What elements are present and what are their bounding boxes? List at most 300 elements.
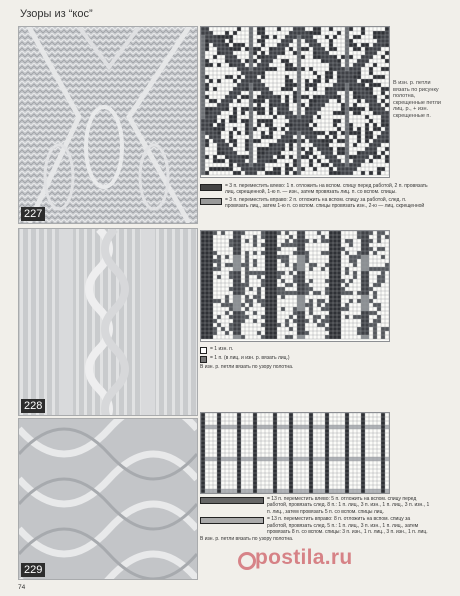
chart-cell [289,127,293,131]
chart-cell [261,51,265,55]
chart-cell [265,247,269,251]
legend-item [200,364,430,370]
chart-cell [257,147,261,151]
chart-cell [265,171,269,175]
chart-cell [229,155,233,159]
chart-cell [309,453,313,457]
legend-text: В изн. р. петли вязать по узору полотна. [200,536,294,543]
chart-cell [245,171,249,175]
chart-cell [297,43,301,47]
chart-cell [357,107,361,111]
chart-cell [237,67,241,71]
chart-cell [325,413,329,417]
chart-cell [381,279,385,283]
chart-cell [345,103,349,107]
chart-cell [269,287,273,291]
chart-cell [293,115,297,119]
chart-cell [369,71,373,75]
chart-cell [237,485,241,489]
chart-cell [265,303,269,307]
chart-cell [297,91,301,95]
chart-cell [337,111,341,115]
chart-cell [321,425,325,429]
chart-cell [221,35,225,39]
chart-cell [333,83,337,87]
chart-cell [205,39,209,43]
legend-text: = 13 п. переместить вправо: 8 п. отложить на вспом. спицу за работой, провязать след. 5 п.: 1 п. лиц., 3 п. изн., 1 п. лиц., затем провязать 8 п. со вспом. спицы: 3 п. изн., 1 п. лиц., 3 п. изн., 1 п. лиц. [267,516,428,536]
chart-cell [289,465,293,469]
chart-cell [337,83,341,87]
chart-cell [333,87,337,91]
chart-cell [217,485,221,489]
chart-cell [353,47,357,51]
chart-cell [345,473,349,477]
chart-cell [265,319,269,323]
chart-cell [229,323,233,327]
chart-cell [229,95,233,99]
chart-cell [277,111,281,115]
chart-cell [289,413,293,417]
chart-cell [313,457,317,461]
chart-cell [297,167,301,171]
chart-cell [309,307,313,311]
chart-cell [353,167,357,171]
chart-cell [349,239,353,243]
chart-cell [265,95,269,99]
chart-cell [361,79,365,83]
chart-cell [209,323,213,327]
chart-cell [297,279,301,283]
chart-cell [293,83,297,87]
chart-cell [241,283,245,287]
chart-cell [289,39,293,43]
chart-cell [385,489,389,493]
chart-cell [333,67,337,71]
chart-cell [233,151,237,155]
chart-cell [293,51,297,55]
chart-cell [201,417,205,421]
chart-cell [229,425,233,429]
chart-cell [385,267,389,271]
chart-cell [381,107,385,111]
chart-cell [317,139,321,143]
chart-cell [345,445,349,449]
chart-cell [329,251,333,255]
chart-cell [297,239,301,243]
chart-cell [225,95,229,99]
chart-cell [237,75,241,79]
chart-cell [365,307,369,311]
chart-cell [365,489,369,493]
chart-cell [221,119,225,123]
chart-cell [273,413,277,417]
chart-cell [269,279,273,283]
chart-cell [265,315,269,319]
chart-cell [253,445,257,449]
chart-cell [325,287,329,291]
chart-cell [365,271,369,275]
chart-cell [253,453,257,457]
chart-cell [229,51,233,55]
chart-cell [245,283,249,287]
chart-cell [297,291,301,295]
chart-cell [377,39,381,43]
chart-cell [273,255,277,259]
chart-cell [209,307,213,311]
chart-cell [221,107,225,111]
chart-cell [337,327,341,331]
chart-cell [373,51,377,55]
chart-cell [309,429,313,433]
chart-cell [289,453,293,457]
chart-cell [349,43,353,47]
chart-cell [285,255,289,259]
chart-cell [229,315,233,319]
chart-cell [237,287,241,291]
chart-cell [209,135,213,139]
chart-cell [369,67,373,71]
chart-cell [261,163,265,167]
chart-cell [249,127,253,131]
knitting-chart-grid [201,231,389,341]
chart-cell [381,417,385,421]
chart-cell [357,151,361,155]
chart-cell [209,295,213,299]
chart-cell [337,31,341,35]
chart-cell [249,425,253,429]
chart-cell [297,35,301,39]
chart-cell [361,31,365,35]
chart-cell [305,489,309,493]
chart-cell [205,127,209,131]
chart-cell [205,59,209,63]
chart-cell [361,323,365,327]
chart-cell [345,27,349,31]
chart-cell [237,271,241,275]
chart-cell [365,251,369,255]
chart-cell [361,235,365,239]
chart-cell [213,299,217,303]
chart-cell [285,99,289,103]
chart-cell [285,123,289,127]
chart-cell [205,315,209,319]
chart-cell [233,235,237,239]
chart-cell [237,87,241,91]
chart-cell [309,147,313,151]
knitting-chart-grid [201,413,389,493]
chart-cell [325,319,329,323]
chart-cell [325,303,329,307]
chart-cell [361,445,365,449]
chart-cell [241,303,245,307]
chart-cell [305,303,309,307]
chart-cell [361,55,365,59]
chart-cell [337,139,341,143]
legend-item [200,197,430,210]
chart-cell [261,335,265,339]
chart-cell [289,481,293,485]
chart-cell [285,79,289,83]
chart-cell [205,327,209,331]
chart-cell [261,457,265,461]
chart-cell [333,63,337,67]
chart-cell [273,331,277,335]
chart-cell [281,155,285,159]
chart-cell [361,453,365,457]
chart-cell [217,131,221,135]
chart-cell [201,67,205,71]
chart-cell [209,271,213,275]
chart-cell [241,425,245,429]
chart-cell [297,115,301,119]
chart-cell [373,327,377,331]
chart-cell [209,489,213,493]
chart-cell [361,247,365,251]
chart-cell [205,271,209,275]
chart-cell [369,79,373,83]
chart-cell [317,457,321,461]
chart-cell [345,485,349,489]
chart-cell [333,255,337,259]
chart-cell [285,95,289,99]
chart-cell [381,43,385,47]
chart-cell [345,131,349,135]
chart-cell [341,425,345,429]
chart-cell [265,135,269,139]
chart-cell [257,295,261,299]
chart-cell [337,239,341,243]
chart-cell [217,47,221,51]
chart-cell [233,155,237,159]
chart-cell [273,319,277,323]
chart-cell [373,83,377,87]
chart-cell [329,319,333,323]
chart-cell [293,31,297,35]
chart-cell [229,307,233,311]
chart-cell [261,91,265,95]
chart-cell [209,239,213,243]
chart-cell [365,275,369,279]
chart-cell [201,477,205,481]
chart-cell [245,299,249,303]
chart-cell [201,425,205,429]
chart-cell [337,247,341,251]
chart-cell [293,95,297,99]
chart-cell [209,79,213,83]
chart-cell [305,331,309,335]
chart-cell [377,425,381,429]
knit-sample-228-image [19,229,197,415]
chart-cell [349,127,353,131]
chart-cell [229,135,233,139]
chart-cell [333,251,337,255]
chart-cell [205,291,209,295]
chart-cell [309,135,313,139]
chart-cell [317,291,321,295]
chart-cell [293,267,297,271]
chart-cell [237,243,241,247]
chart-cell [269,283,273,287]
chart-cell [333,171,337,175]
knit-sample-229-image [19,419,197,579]
chart-cell [201,299,205,303]
chart-cell [337,79,341,83]
chart-cell [353,71,357,75]
chart-cell [217,263,221,267]
chart-cell [313,489,317,493]
chart-cell [329,147,333,151]
chart-cell [373,331,377,335]
chart-cell [229,489,233,493]
chart-cell [281,127,285,131]
chart-cell [365,331,369,335]
chart-cell [329,59,333,63]
chart-cell [349,457,353,461]
chart-cell [237,429,241,433]
chart-cell [317,27,321,31]
chart-cell [357,127,361,131]
chart-cell [365,259,369,263]
chart-cell [257,107,261,111]
chart-cell [205,155,209,159]
chart-cell [241,95,245,99]
chart-cell [373,147,377,151]
chart-cell [321,323,325,327]
chart-cell [289,235,293,239]
chart-cell [365,457,369,461]
chart-cell [229,47,233,51]
chart-cell [373,107,377,111]
chart-cell [233,47,237,51]
chart-cell [301,95,305,99]
chart-cell [237,441,241,445]
chart-cell [301,263,305,267]
chart-cell [201,171,205,175]
chart-cell [209,231,213,235]
chart-cell [249,59,253,63]
chart-cell [297,231,301,235]
chart-cell [365,59,369,63]
chart-cell [233,457,237,461]
chart-cell [233,287,237,291]
chart-cell [325,87,329,91]
chart-cell [385,95,389,99]
chart-cell [209,259,213,263]
chart-cell [269,425,273,429]
chart-cell [341,103,345,107]
chart-cell [261,35,265,39]
chart-cell [245,143,249,147]
chart-cell [265,307,269,311]
chart-cell [205,295,209,299]
chart-cell [217,123,221,127]
chart-cell [209,291,213,295]
chart-cell [297,263,301,267]
chart-cell [305,291,309,295]
legend-text: = 3 п. переместить влево: 1 п. отложить на вспом. спицу перед работой, 2 п. провязать лиц. скрещенной, 1-ю п. — изн., затем провязать лиц. п. со вспом. спицы. [225,183,428,196]
chart-cell [305,87,309,91]
chart-cell [221,231,225,235]
chart-cell [337,59,341,63]
chart-cell [333,111,337,115]
chart-cell [313,39,317,43]
chart-cell [365,79,369,83]
chart-cell [253,469,257,473]
chart-cell [345,461,349,465]
chart-cell [229,75,233,79]
chart-cell [285,335,289,339]
chart-cell [365,267,369,271]
chart-cell [261,67,265,71]
chart-cell [237,307,241,311]
chart-cell [369,147,373,151]
chart-cell [289,155,293,159]
chart-cell [217,63,221,67]
chart-cell [385,31,389,35]
chart-cell [377,235,381,239]
chart-cell [329,67,333,71]
chart-cell [201,413,205,417]
chart-cell [209,31,213,35]
chart-cell [317,55,321,59]
chart-cell [261,87,265,91]
chart-cell [385,39,389,43]
chart-cell [257,123,261,127]
chart-cell [317,315,321,319]
chart-cell [265,87,269,91]
chart-cell [345,71,349,75]
chart-cell [221,43,225,47]
chart-cell [293,163,297,167]
chart-cell [325,291,329,295]
chart-cell [333,247,337,251]
pattern-227-photo [18,26,198,224]
chart-cell [201,143,205,147]
chart-cell [329,307,333,311]
chart-cell [305,35,309,39]
chart-cell [333,299,337,303]
chart-cell [349,71,353,75]
chart-cell [381,111,385,115]
chart-cell [237,267,241,271]
chart-cell [241,263,245,267]
chart-cell [277,99,281,103]
chart-cell [213,319,217,323]
chart-cell [309,119,313,123]
chart-cell [325,457,329,461]
chart-cell [241,167,245,171]
chart-cell [381,441,385,445]
chart-cell [257,87,261,91]
chart-cell [245,127,249,131]
chart-cell [241,107,245,111]
chart-cell [377,457,381,461]
chart-cell [257,139,261,143]
chart-cell [273,311,277,315]
chart-cell [245,119,249,123]
chart-cell [261,323,265,327]
chart-cell [361,477,365,481]
chart-cell [237,283,241,287]
chart-cell [349,123,353,127]
chart-cell [217,477,221,481]
chart-cell [205,75,209,79]
chart-cell [329,159,333,163]
chart-cell [305,251,309,255]
chart-cell [297,171,301,175]
chart-cell [345,31,349,35]
chart-cell [301,327,305,331]
